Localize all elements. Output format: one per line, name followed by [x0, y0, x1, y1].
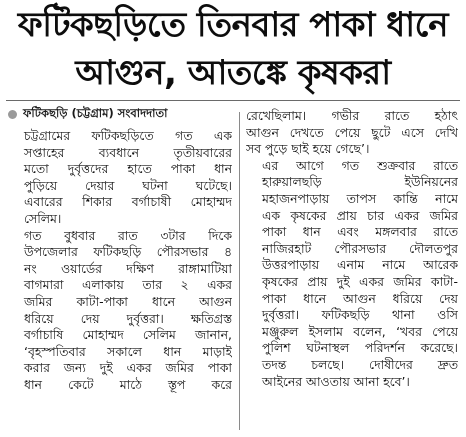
text-line: মঞ্জুরুল ইসলাম বলেন, ‘খবর পেয়ে [262, 323, 458, 339]
text-line: পুড়িয়ে দেয়ার ঘটনা ঘটেছে। [24, 177, 232, 193]
text-line: নং ওয়ার্ডের দক্ষিণ রাঙ্গামাটিয়া [24, 260, 232, 276]
text-line: আইনের আওতায় আনা হবে’। [262, 373, 410, 389]
text-line: করার জন্য দুই একর জমির পাকা [24, 360, 232, 376]
paragraph [246, 158, 458, 390]
headline-divider [6, 100, 460, 101]
text-line: চট্টগ্রামের ফটিকছড়িতে গত এক [24, 128, 232, 143]
byline-text: ফটিকছড়ি (চট্টগ্রাম) সংবাদদাতা [23, 105, 168, 120]
bullet-icon [8, 110, 17, 119]
paragraph [8, 228, 232, 394]
column-divider [239, 112, 240, 430]
text-line: মতো দুর্বৃত্তদের হাতে পাকা ধান [24, 161, 232, 177]
text-line: দুর্বৃত্তরা। ফটিকছড়ি থানা ওসি [262, 307, 458, 323]
paragraph [246, 108, 458, 158]
text-line: ‘বৃহস্পতিবার সকালে ধান মাড়াই [24, 343, 232, 359]
text-line: সব পুড়ে ছাই হয়ে গেছে’। [246, 141, 370, 157]
text-line: এর আগে গত শুক্রবার রাতে [262, 157, 458, 173]
headline-line-1: ফটিকছড়িতে তিনবার পাকা ধানে [17, 5, 449, 45]
text-line: ধান কেটে মাঠে স্তূপ করে [24, 376, 232, 392]
text-line: রেখেছিলাম। গভীর রাতে হঠাৎ [246, 108, 458, 123]
text-line: উপজেলার ফটিকছড়ি পৌরসভার ৪ [24, 244, 232, 260]
byline [8, 104, 167, 124]
headline-line-2: আগুন, আতঙ্কে কৃষকরা [75, 53, 391, 93]
text-line: উত্তরপাড়ায় এনাম নামে আরেক [262, 257, 458, 273]
text-line: জমির কাটা-পাকা ধানে আগুন [24, 293, 232, 309]
left-column [8, 128, 232, 394]
text-line: পাকা ধান এবং মঙ্গলবার রাতে [262, 224, 458, 240]
text-line: সপ্তাহের ব্যবধানে তৃতীয়বারের [24, 144, 232, 160]
text-line: পাকা ধানে আগুন ধরিয়ে দেয় [262, 290, 458, 306]
right-column [246, 108, 458, 390]
text-line: এবারের শিকার বর্গাচাষী মোহাম্মদ [24, 194, 232, 210]
paragraph [8, 128, 232, 228]
text-line: সেলিম। [24, 210, 62, 226]
text-line: তদন্ত চলছে। দোষীদের দ্রুত [262, 356, 458, 372]
text-line: বর্গাচাষি মোহাম্মদ সেলিম জানান, [24, 327, 232, 343]
text-line: এক কৃষকের প্রায় চার একর জমির [262, 207, 458, 223]
text-line: আগুন দেখতে পেয়ে ছুটে এসে দেখি [246, 124, 458, 140]
text-line: হারুয়ালছড়ি ইউনিয়নের [262, 174, 458, 190]
text-line: কৃষকের প্রায় দুই একর জমির কাটা- [262, 273, 458, 289]
text-line: বাগমারা এলাকায় তার ২ একর [24, 277, 232, 293]
text-line: ধরিয়ে দেয় দুর্বৃত্তরা। ক্ষতিগ্রস্ত [24, 310, 232, 326]
text-line: পুলিশ ঘটনাস্থল পরিদর্শন করেছে। [262, 340, 458, 356]
text-line: নাজিরহাট পৌরসভার দৌলতপুর [262, 240, 458, 256]
text-line: গত বুধবার রাত ৩টার দিকে [24, 227, 232, 243]
text-line: মহাজনপাড়ায় তাপস কান্তি নামে [262, 190, 458, 206]
